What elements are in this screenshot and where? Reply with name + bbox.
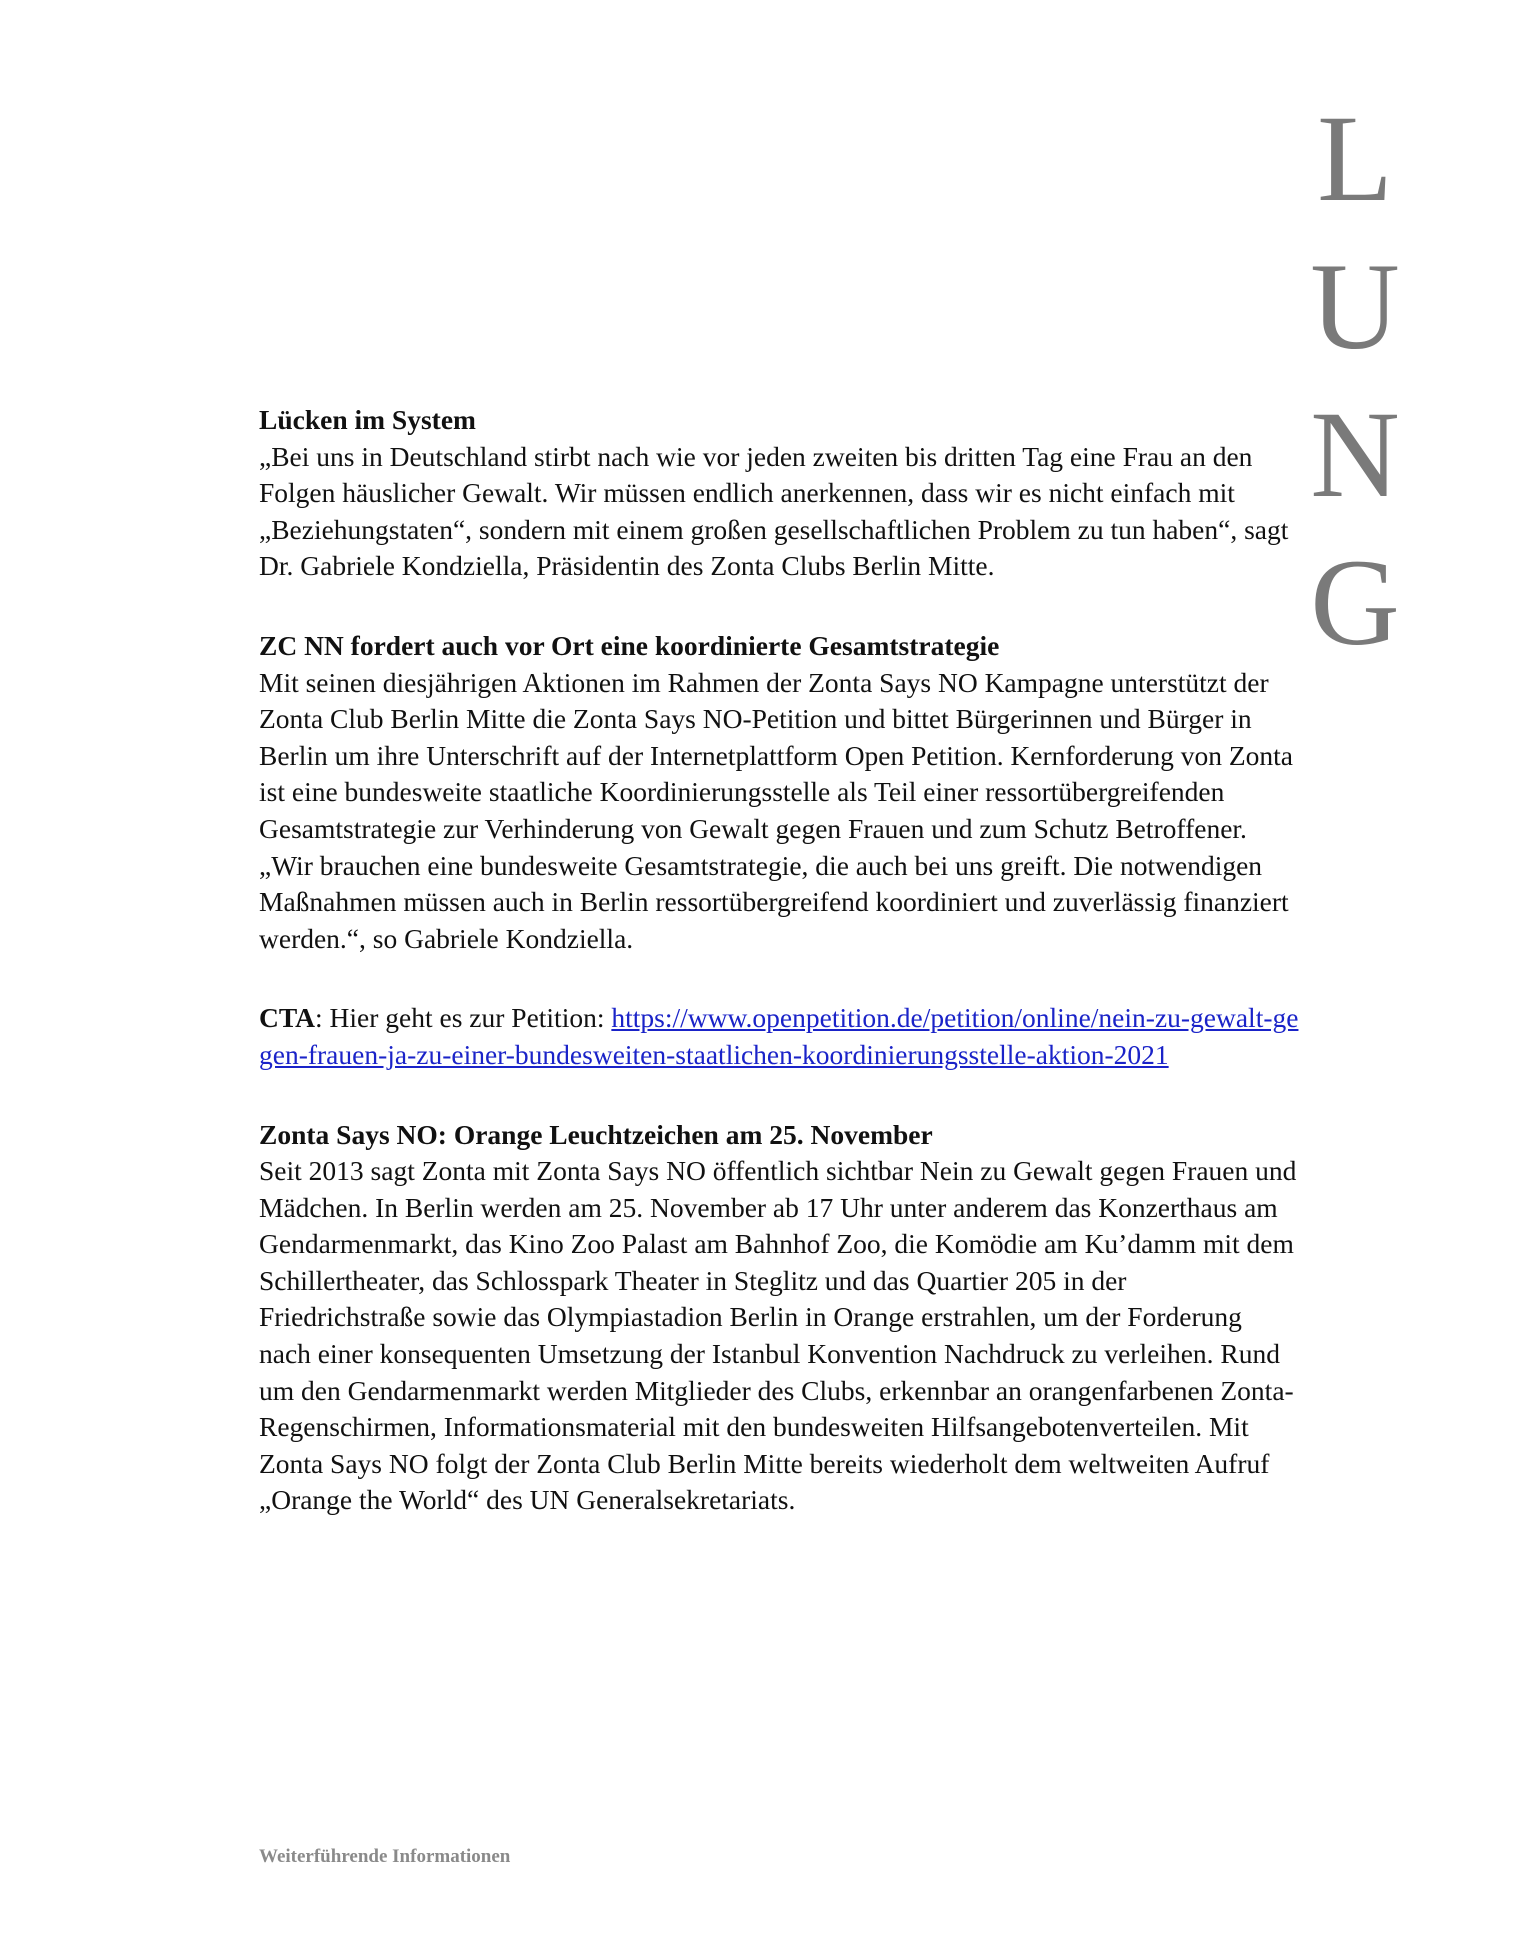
- vertical-letter-n: N: [1310, 386, 1400, 523]
- vertical-letter-g: G: [1310, 534, 1400, 671]
- cta-label: CTA: [259, 1002, 316, 1034]
- section-paragraph: „Bei uns in Deutschland stirbt nach wie vor jeden zweiten bis dritten Tag eine Frau an den Folgen häuslicher Gewalt. Wir müssen endlich anerkennen, dass wir es nicht einfach mit „Beziehungstaten“, sondern mit einem großen gesellschaftlichen Problem zu tun haben“, sagt Dr. Gabriele Kondziella, Präsidentin des Zonta Clubs Berlin Mitte.: [259, 440, 1289, 582]
- document-body: [259, 402, 1299, 1519]
- section-paragraph: Mit seinen diesjährigen Aktionen im Rahmen der Zonta Says NO Kampagne unterstützt der Zonta Club Berlin Mitte die Zonta Says NO-Petition und bittet Bürgerinnen und Bürger in Berlin um ihre Unterschrift auf der Internetplattform Open Petition. Kernforderung von Zonta ist eine bundesweite staatliche Koordinierungsstelle als Teil einer ressortübergreifenden Gesamtstrategie zur Verhinderung von Gewalt gegen Frauen und zum Schutz Betroffener. „Wir brauchen eine bundesweite Gesamtstrategie, die auch bei uns greift. Die notwendigen Maßnahmen müssen auch in Berlin ressortübergreifend koordiniert und zuverlässig finanziert werden.“, so Gabriele Kondziella.: [259, 666, 1293, 954]
- section-heading: ZC NN fordert auch vor Ort eine koordinierte Gesamtstrategie: [259, 629, 1000, 661]
- petition-link[interactable]: https://www.openpetition.de/petition/online/nein-zu-gewalt-gegen-frauen-ja-zu-einer-bundesweiten-staatlichen-koordinierungsstelle-aktion-2021: [259, 1002, 1299, 1070]
- vertical-letter-u: U: [1310, 238, 1400, 375]
- section-gesamtstrategie: [259, 628, 1299, 957]
- cta-section: [259, 1000, 1299, 1073]
- vertical-letter-l: L: [1317, 90, 1393, 227]
- section-luecken-im-system: [259, 402, 1299, 585]
- section-paragraph: Seit 2013 sagt Zonta mit Zonta Says NO öffentlich sichtbar Nein zu Gewalt gegen Frauen und Mädchen. In Berlin werden am 25. November ab 17 Uhr unter anderem das Konzerthaus am Gendarmenmarkt, das Kino Zoo Palast am Bahnhof Zoo, die Komödie am Ku’damm mit dem Schillertheater, das Schlosspark Theater in Steglitz und das Quartier 205 in der Friedrichstraße sowie das Olympiastadion Berlin in Orange erstrahlen, um der Forderung nach einer konsequenten Umsetzung der Istanbul Konvention Nachdruck zu verleihen. Rund um den Gendarmenmarkt werden Mitglieder des Clubs, erkennbar an orangenfarbenen Zonta-Regenschirmen, Informationsmaterial mit den bundesweiten Hilfsangebotenverteilen. Mit Zonta Says NO folgt der Zonta Club Berlin Mitte bereits wiederholt dem weltweiten Aufruf „Orange the World“ des UN Generalsekretariats.: [259, 1155, 1297, 1516]
- section-heading: Lücken im System: [259, 404, 476, 435]
- vertical-title-letters: [1290, 85, 1420, 677]
- section-orange-leuchtzeichen: [259, 1117, 1299, 1520]
- section-heading: Zonta Says NO: Orange Leuchtzeichen am 25. November: [259, 1118, 933, 1150]
- footer-further-information: Weiterführende Informationen: [259, 1846, 511, 1867]
- cta-text: : Hier geht es zur Petition:: [315, 1002, 612, 1034]
